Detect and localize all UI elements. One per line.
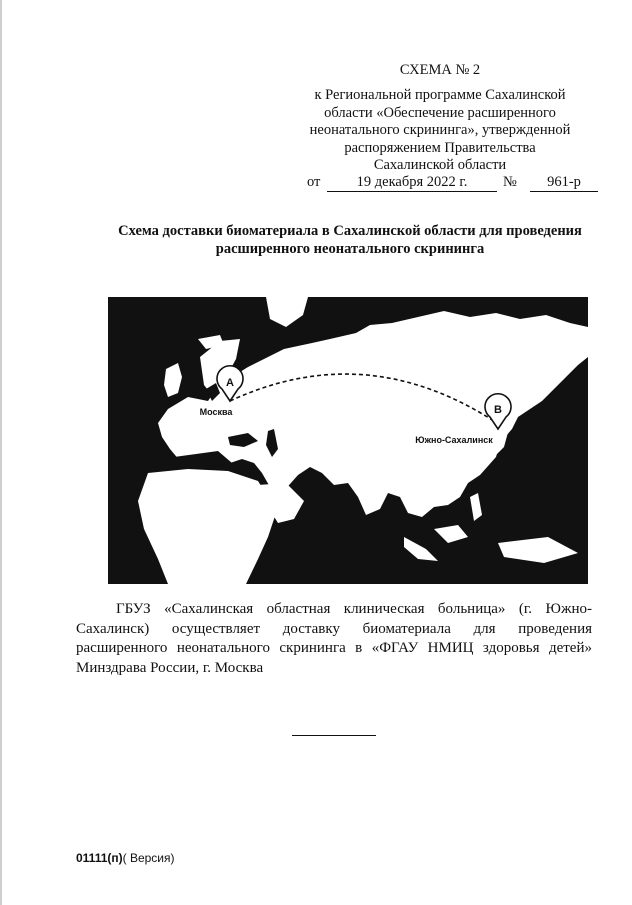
marker-b-city: Южно-Сахалинск bbox=[415, 435, 493, 445]
approval-date-row bbox=[307, 174, 607, 192]
marker-a-letter: A bbox=[226, 377, 234, 389]
approval-line: к Региональной программе Сахалинской bbox=[314, 87, 566, 103]
separator-line bbox=[292, 735, 376, 736]
number-prefix: № bbox=[503, 174, 517, 190]
document-title: Схема доставки биоматериала в Сахалинской области для проведения расширенного неонатального скрининга bbox=[118, 223, 582, 257]
approval-date: 19 декабря 2022 г. bbox=[327, 174, 497, 192]
body-paragraph: ГБУЗ «Сахалинская областная клиническая больница» (г. Южно-Сахалинск) осуществляет доставку биоматериала для проведения расширенного неонатального скрининга в «ФГАУ НМИЦ здоровья детей» Минздрава России, г. Москва bbox=[76, 601, 592, 676]
approval-line: неонатального скрининга», утвержденной bbox=[309, 122, 571, 138]
route-map bbox=[108, 297, 588, 584]
marker-b-letter: B bbox=[494, 404, 502, 416]
date-prefix: от bbox=[307, 174, 321, 190]
body-text bbox=[76, 600, 592, 678]
eurasia-map-image bbox=[108, 297, 588, 584]
marker-a-city: Москва bbox=[199, 407, 233, 417]
approval-line: Сахалинской области bbox=[373, 157, 507, 173]
scan-edge bbox=[0, 0, 2, 905]
approval-line: области «Обеспечение расширенного bbox=[324, 104, 556, 121]
approval-number: 961-р bbox=[530, 174, 598, 192]
footer-code-version: ( Версия) bbox=[122, 851, 175, 865]
footer-code-bold: 01111(п) bbox=[76, 851, 123, 865]
scheme-title: СХЕМА № 2 bbox=[399, 62, 481, 78]
approval-line: распоряжением Правительства bbox=[344, 139, 536, 156]
footer-code bbox=[76, 851, 175, 865]
approval-block bbox=[290, 87, 590, 175]
